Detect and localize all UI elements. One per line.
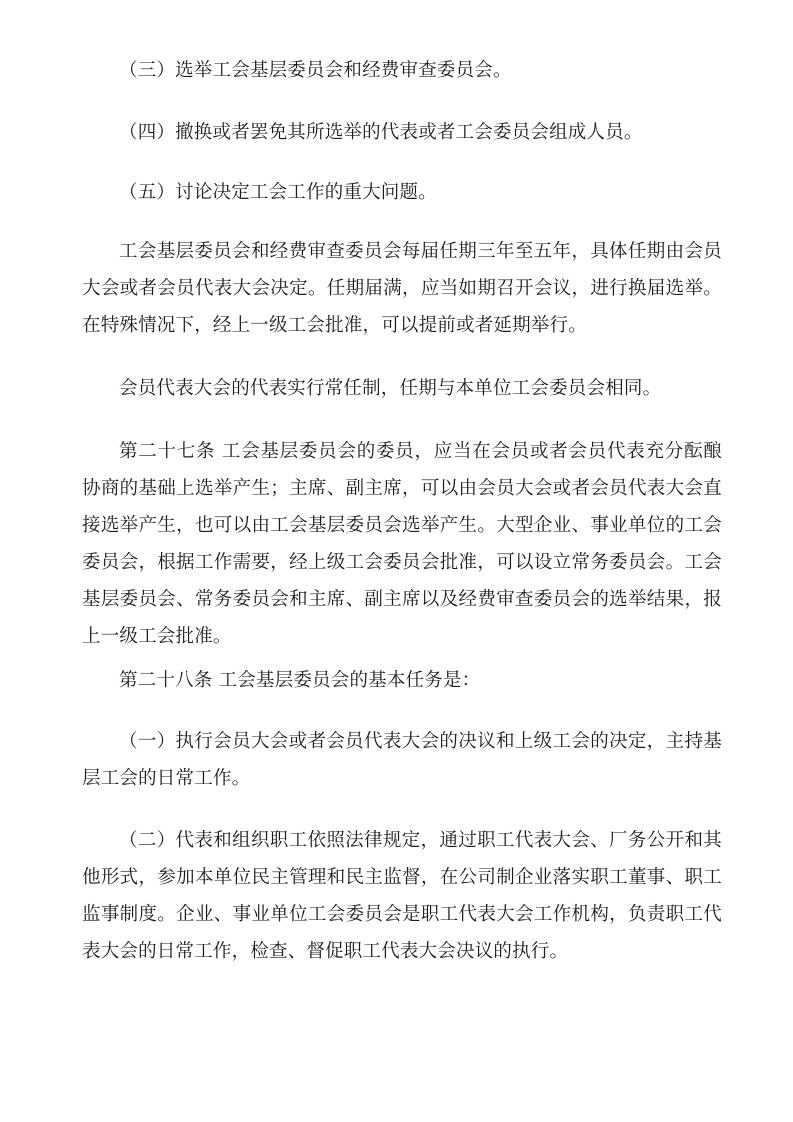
paragraph-item-4: （四）撤换或者罢免其所选举的代表或者工会委员会组成人员。 <box>119 122 643 143</box>
paragraph-task-2: （二）代表和组织职工依照法律规定，通过职工代表大会、厂务公开和其他形式，参加本单位民主管理和民主监督，在公司制企业落实职工董事、职工监事制度。企业、事业单位工会委员会是职工代表大会工作机构，负责职工代表大会的日常工作，检查、督促职工代表大会决议的执行。 <box>82 830 722 962</box>
paragraph-representative-term: 会员代表大会的代表实行常任制，任期与本单位工会委员会相同。 <box>119 378 662 399</box>
paragraph-item-5: （五）讨论决定工会工作的重大问题。 <box>119 182 437 203</box>
paragraph-article-27: 第二十七条 工会基层委员会的委员，应当在会员或者会员代表充分酝酿协商的基础上选举产生；主席、副主席，可以由会员大会或者会员代表大会直接选举产生，也可以由工会基层委员会选举产生。大型企业、事业单位的工会委员会，根据工作需要，经上级工会委员会批准，可以设立常务委员会。工会基层委员会、常务委员会和主席、副主席以及经费审查委员会的选举结果，报上一级工会批准。 <box>82 441 722 647</box>
paragraph-article-28: 第二十八条 工会基层委员会的基本任务是： <box>119 670 481 691</box>
paragraph-term-of-office: 工会基层委员会和经费审查委员会每届任期三年至五年，具体任期由会员大会或者会员代表大会决定。任期届满，应当如期召开会议，进行换届选举。在特殊情况下，经上一级工会批准，可以提前或者延期举行。 <box>82 241 722 336</box>
paragraph-item-3: （三）选举工会基层委员会和经费审查委员会。 <box>119 60 512 81</box>
paragraph-task-1: （一）执行会员大会或者会员代表大会的决议和上级工会的决定，主持基层工会的日常工作。 <box>82 731 722 789</box>
